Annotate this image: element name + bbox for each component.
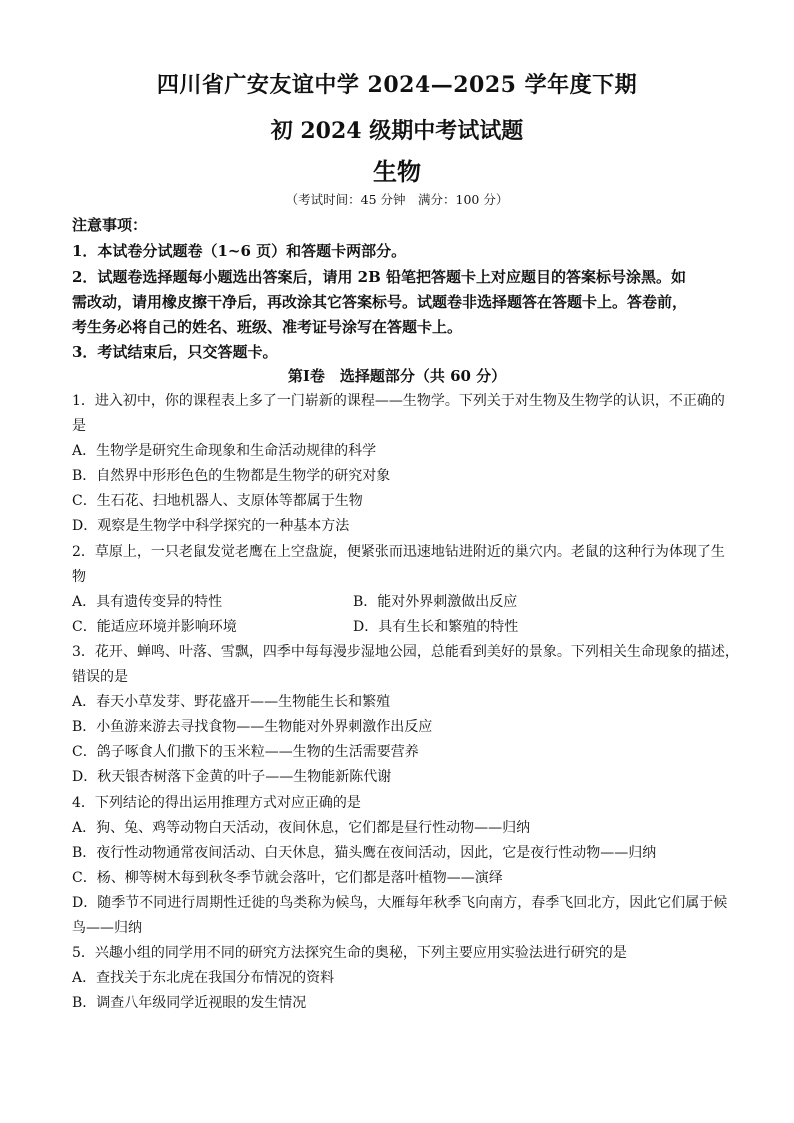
q4-stem: 4．下列结论的得出运用推理方式对应正确的是 — [72, 795, 361, 811]
q2-option-b: B．能对外界刺激做出反应 — [353, 594, 518, 610]
q4-option-b: B．夜行性动物通常夜间活动、白天休息，猫头鹰在夜间活动，因此，它是夜行性动物——归纳 — [72, 845, 657, 861]
school-title: 四川省广安友谊中学 2024—2025 学年度下期 — [156, 72, 638, 98]
q1-option-c: C．生石花、扫地机器人、支原体等都属于生物 — [72, 493, 363, 509]
q1-stem-line-2: 是 — [72, 418, 86, 434]
note-1: 1．本试卷分试题卷（1~6 页）和答题卡两部分。 — [72, 242, 407, 260]
subject-title: 生物 — [373, 157, 421, 186]
q3-option-a: A．春天小草发芽、野花盛开——生物能生长和繁殖 — [72, 694, 391, 710]
note-3: 3．考试结束后，只交答题卡。 — [72, 343, 278, 361]
exam-meta: （考试时间：45 分钟 满分：100 分） — [285, 192, 509, 207]
notes-heading: 注意事项： — [72, 216, 148, 234]
q1-option-a: A．生物学是研究生命现象和生命活动规律的科学 — [72, 443, 377, 459]
exam-title: 初 2024 级期中考试试题 — [270, 118, 524, 144]
q4-option-c: C．杨、柳等树木每到秋冬季节就会落叶，它们都是落叶植物——演绎 — [72, 870, 503, 886]
q5-option-b: B．调查八年级同学近视眼的发生情况 — [72, 995, 307, 1011]
q2-stem-line-2: 物 — [72, 569, 86, 585]
q2-option-d: D．具有生长和繁殖的特性 — [353, 619, 519, 635]
q3-stem-line-2: 错误的是 — [72, 669, 128, 685]
q5-option-a: A．查找关于东北虎在我国分布情况的资料 — [72, 970, 335, 986]
q4-option-d-line-2: 鸟——归纳 — [72, 920, 142, 936]
q4-option-d-line-1: D．随季节不同进行周期性迁徙的鸟类称为候鸟，大雁每年秋季飞向南方，春季飞回北方，因此它们属于候 — [72, 895, 728, 911]
q3-option-b: B．小鱼游来游去寻找食物——生物能对外界刺激作出反应 — [72, 719, 433, 735]
note-2-line-1: 2．试题卷选择题每小题选出答案后，请用 2B 铅笔把答题卡上对应题目的答案标号涂黑。如 — [72, 268, 687, 286]
q1-stem-line-1: 1．进入初中，你的课程表上多了一门崭新的课程——生物学。下列关于对生物及生物学的认识，不正确的 — [72, 393, 725, 409]
q1-option-d: D．观察是生物学中科学探究的一种基本方法 — [72, 518, 350, 534]
q2-option-a: A．具有遗传变异的特性 — [72, 594, 223, 610]
q2-option-c: C．能适应环境并影响环境 — [72, 619, 237, 635]
section-title: 第Ⅰ卷 选择题部分（共 60 分） — [287, 367, 507, 385]
note-2-line-2: 需改动，请用橡皮擦干净后，再改涂其它答案标号。试题卷非选择题答在答题卡上。答卷前， — [72, 293, 688, 311]
note-2-line-3: 考生务必将自己的姓名、班级、准考证号涂写在答题卡上。 — [72, 318, 463, 336]
q5-stem: 5．兴趣小组的同学用不同的研究方法探究生命的奥秘，下列主要应用实验法进行研究的是 — [72, 945, 627, 961]
q3-option-d: D．秋天银杏树落下金黄的叶子——生物能新陈代谢 — [72, 769, 392, 785]
q4-option-a: A．狗、兔、鸡等动物白天活动，夜间休息，它们都是昼行性动物——归纳 — [72, 820, 531, 836]
q3-option-c: C．鸽子啄食人们撒下的玉米粒——生物的生活需要营养 — [72, 744, 419, 760]
q3-stem-line-1: 3．花开、蝉鸣、叶落、雪飘，四季中每每漫步湿地公园，总能看到美好的景象。下列相关生命现象的描述， — [72, 644, 739, 660]
q2-stem-line-1: 2．草原上，一只老鼠发觉老鹰在上空盘旋，便紧张而迅速地钻进附近的巢穴内。老鼠的这种行为体现了生 — [72, 544, 725, 560]
q1-option-b: B．自然界中形形色色的生物都是生物学的研究对象 — [72, 468, 391, 484]
